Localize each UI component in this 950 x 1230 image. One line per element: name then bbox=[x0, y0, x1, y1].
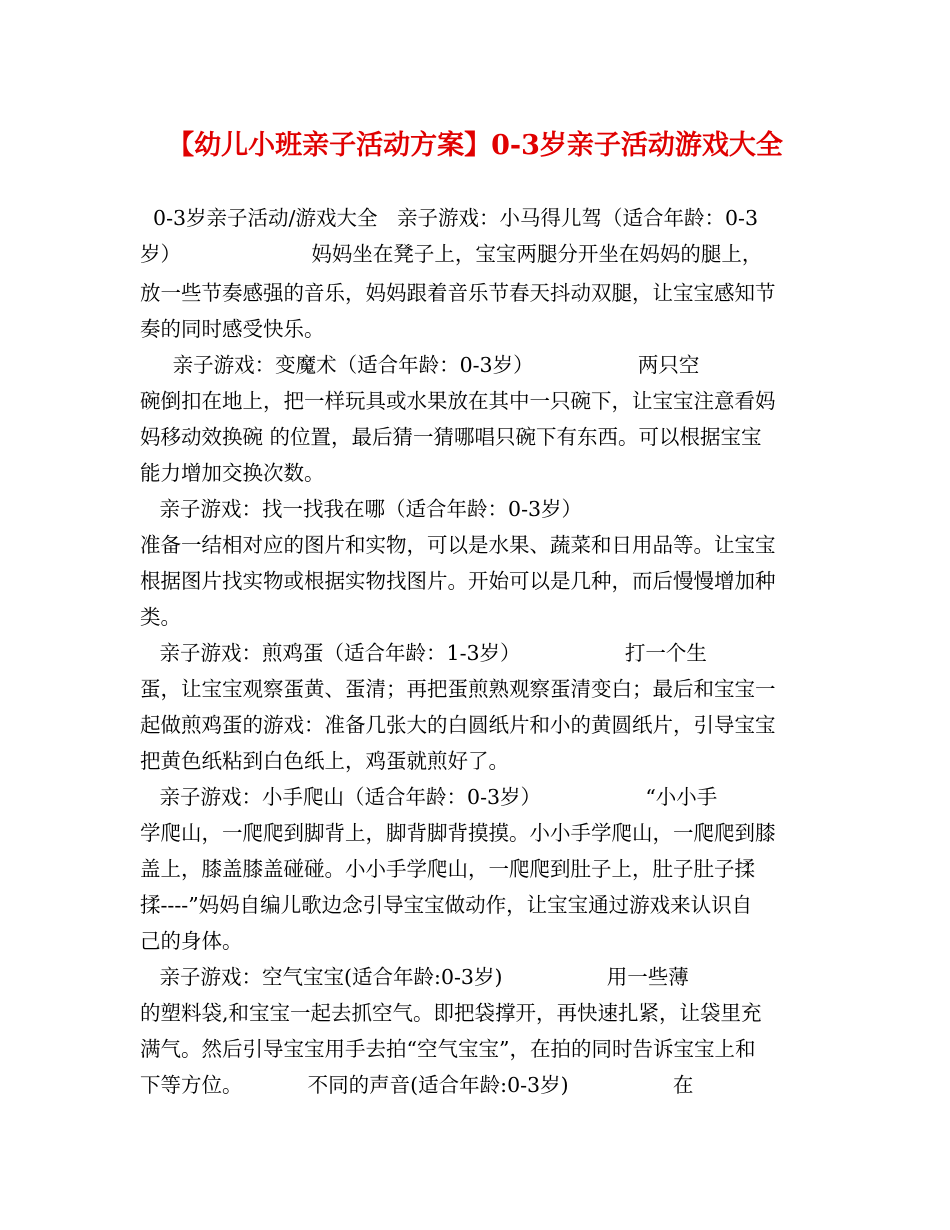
text-line: 亲子游戏：煎鸡蛋（适合年龄：1-3岁） 打一个生 bbox=[140, 641, 707, 665]
text-line: 学爬山，一爬爬到脚背上，脚背脚背摸摸。小小手学爬山，一爬爬到膝 bbox=[140, 821, 776, 845]
text-line: 0-3岁亲子活动/游戏大全 亲子游戏：小马得儿驾（适合年龄：0-3 bbox=[140, 206, 759, 230]
text-line: 蛋，让宝宝观察蛋黄、蛋清；再把蛋煎熟观察蛋清变白；最后和宝宝一 bbox=[140, 677, 776, 701]
text-line: 盖上，膝盖膝盖碰碰。小小手学爬山，一爬爬到肚子上，肚子肚子揉 bbox=[140, 857, 755, 881]
text-line: 妈移动效换碗 的位置，最后猜一猜哪唱只碗下有东西。可以根据宝宝 bbox=[140, 425, 762, 449]
text-line: 根据图片找实物或根据实物找图片。开始可以是几种，而后慢慢增加种 bbox=[140, 569, 776, 593]
text-line: 满气。然后引导宝宝用手去拍“空气宝宝”，在拍的同时告诉宝宝上和 bbox=[140, 1037, 756, 1061]
text-line: 亲子游戏：空气宝宝(适合年龄:0-3岁) 用一些薄 bbox=[140, 965, 689, 989]
text-line: 起做煎鸡蛋的游戏：准备几张大的白圆纸片和小的黄圆纸片，引导宝宝 bbox=[140, 713, 776, 737]
text-line: 奏的同时感受快乐。 bbox=[140, 317, 325, 341]
text-line: 能力增加交换次数。 bbox=[140, 461, 325, 485]
text-line: 亲子游戏：找一找我在哪（适合年龄：0-3岁） bbox=[140, 497, 583, 521]
text-line: 揉----”妈妈自编儿歌边念引导宝宝做动作，让宝宝通过游戏来认识自 bbox=[140, 893, 753, 917]
text-line: 岁） 妈妈坐在凳子上，宝宝两腿分开坐在妈妈的腿上， bbox=[140, 242, 763, 266]
text-line: 下等方位。 不同的声音(适合年龄:0-3岁) 在 bbox=[140, 1073, 694, 1097]
text-line: 亲子游戏：变魔术（适合年龄：0-3岁） 两只空 bbox=[140, 353, 700, 377]
text-line: 亲子游戏：小手爬山（适合年龄：0-3岁） “小小手 bbox=[140, 785, 718, 809]
text-line: 碗倒扣在地上，把一样玩具或水果放在其中一只碗下，让宝宝注意看妈 bbox=[140, 389, 776, 413]
document-title: 【幼儿小班亲子活动方案】0-3岁亲子活动游戏大全 bbox=[167, 130, 783, 161]
text-line: 把黄色纸粘到白色纸上，鸡蛋就煎好了。 bbox=[140, 749, 509, 773]
text-line: 准备一结相对应的图片和实物，可以是水果、蔬菜和日用品等。让宝宝 bbox=[140, 533, 776, 557]
text-line: 类。 bbox=[140, 605, 181, 629]
text-line: 放一些节奏感强的音乐，妈妈跟着音乐节春天抖动双腿，让宝宝感知节 bbox=[140, 281, 776, 305]
text-line: 的塑料袋,和宝宝一起去抓空气。即把袋撑开，再快速扎紧，让袋里充 bbox=[140, 1001, 762, 1025]
text-line: 己的身体。 bbox=[140, 929, 243, 953]
